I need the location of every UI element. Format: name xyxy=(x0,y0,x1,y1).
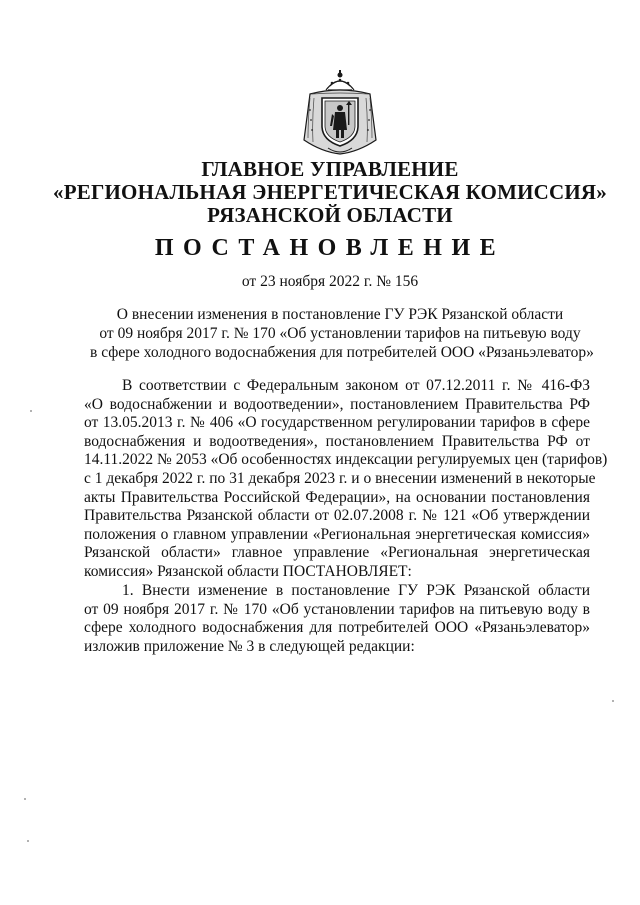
document-type-heading: ПОСТАНОВЛЕНИЕ xyxy=(154,235,506,261)
ryazan-coat-of-arms-icon xyxy=(296,70,384,156)
subject-line: от 09 ноября 2017 г. № 170 «Об установлении тарифов на питьевую воду xyxy=(99,325,581,342)
scan-speck xyxy=(612,700,614,702)
paragraph-line: водоснабжения и водоотведения», постановлением Правительства РФ от xyxy=(84,432,590,450)
paragraph-line: акты Правительства Российской Федерации», на основании постановления xyxy=(84,488,590,506)
paragraph-line: от 13.05.2013 г. № 406 «О государственном регулировании тарифов в сфере xyxy=(84,414,590,432)
paragraph-line: 14.11.2022 № 2053 «Об особенностях индексации регулируемых цен (тарифов) xyxy=(84,451,608,469)
org-title-line3: РЯЗАНСКОЙ ОБЛАСТИ xyxy=(207,203,453,227)
subject-line: в сфере холодного водоснабжения для потребителей ООО «Рязаньэлеватор» xyxy=(90,344,594,361)
paragraph-line: 1. Внести изменение в постановление ГУ РЭК Рязанской области xyxy=(122,582,590,599)
org-title-line1: ГЛАВНОЕ УПРАВЛЕНИЕ xyxy=(201,157,459,181)
paragraph-line: изложив приложение № 3 в следующей редакции: xyxy=(84,637,415,655)
paragraph-line: сфере холодного водоснабжения для потребителей ООО «Рязаньэлеватор» xyxy=(84,619,590,637)
clause-1-paragraph xyxy=(84,582,590,656)
paragraph-line: комиссия» Рязанской области ПОСТАНОВЛЯЕТ: xyxy=(84,562,412,580)
document-subject xyxy=(90,305,594,362)
preamble-paragraph xyxy=(84,377,608,582)
scan-speck xyxy=(27,840,29,842)
paragraph-line: положения о главном управлении «Региональная энергетическая комиссия» xyxy=(84,525,590,543)
document-date-number: от 23 ноября 2022 г. № 156 xyxy=(241,273,419,290)
paragraph-line: «О водоснабжении и водоотведении», постановлением Правительства РФ xyxy=(84,395,590,413)
org-title-line2: «РЕГИОНАЛЬНАЯ ЭНЕРГЕТИЧЕСКАЯ КОМИССИЯ» xyxy=(53,180,607,204)
scan-speck xyxy=(30,410,32,412)
paragraph-line: от 09 ноября 2017 г. № 170 «Об установлении тарифов на питьевую воду в xyxy=(84,600,590,618)
paragraph-line: с 1 декабря 2022 г. по 31 декабря 2023 г. и о внесении изменений в некоторые xyxy=(84,469,596,487)
paragraph-line: В соответствии с Федеральным законом от 07.12.2011 г. № 416-ФЗ xyxy=(122,377,590,394)
paragraph-line: Рязанской области» главное управление «Региональная энергетическая xyxy=(84,544,590,562)
scan-speck xyxy=(24,798,26,800)
subject-line: О внесении изменения в постановление ГУ РЭК Рязанской области xyxy=(116,306,564,323)
paragraph-line: Правительства Рязанской области от 02.07.2008 г. № 121 «Об утверждении xyxy=(84,507,590,525)
